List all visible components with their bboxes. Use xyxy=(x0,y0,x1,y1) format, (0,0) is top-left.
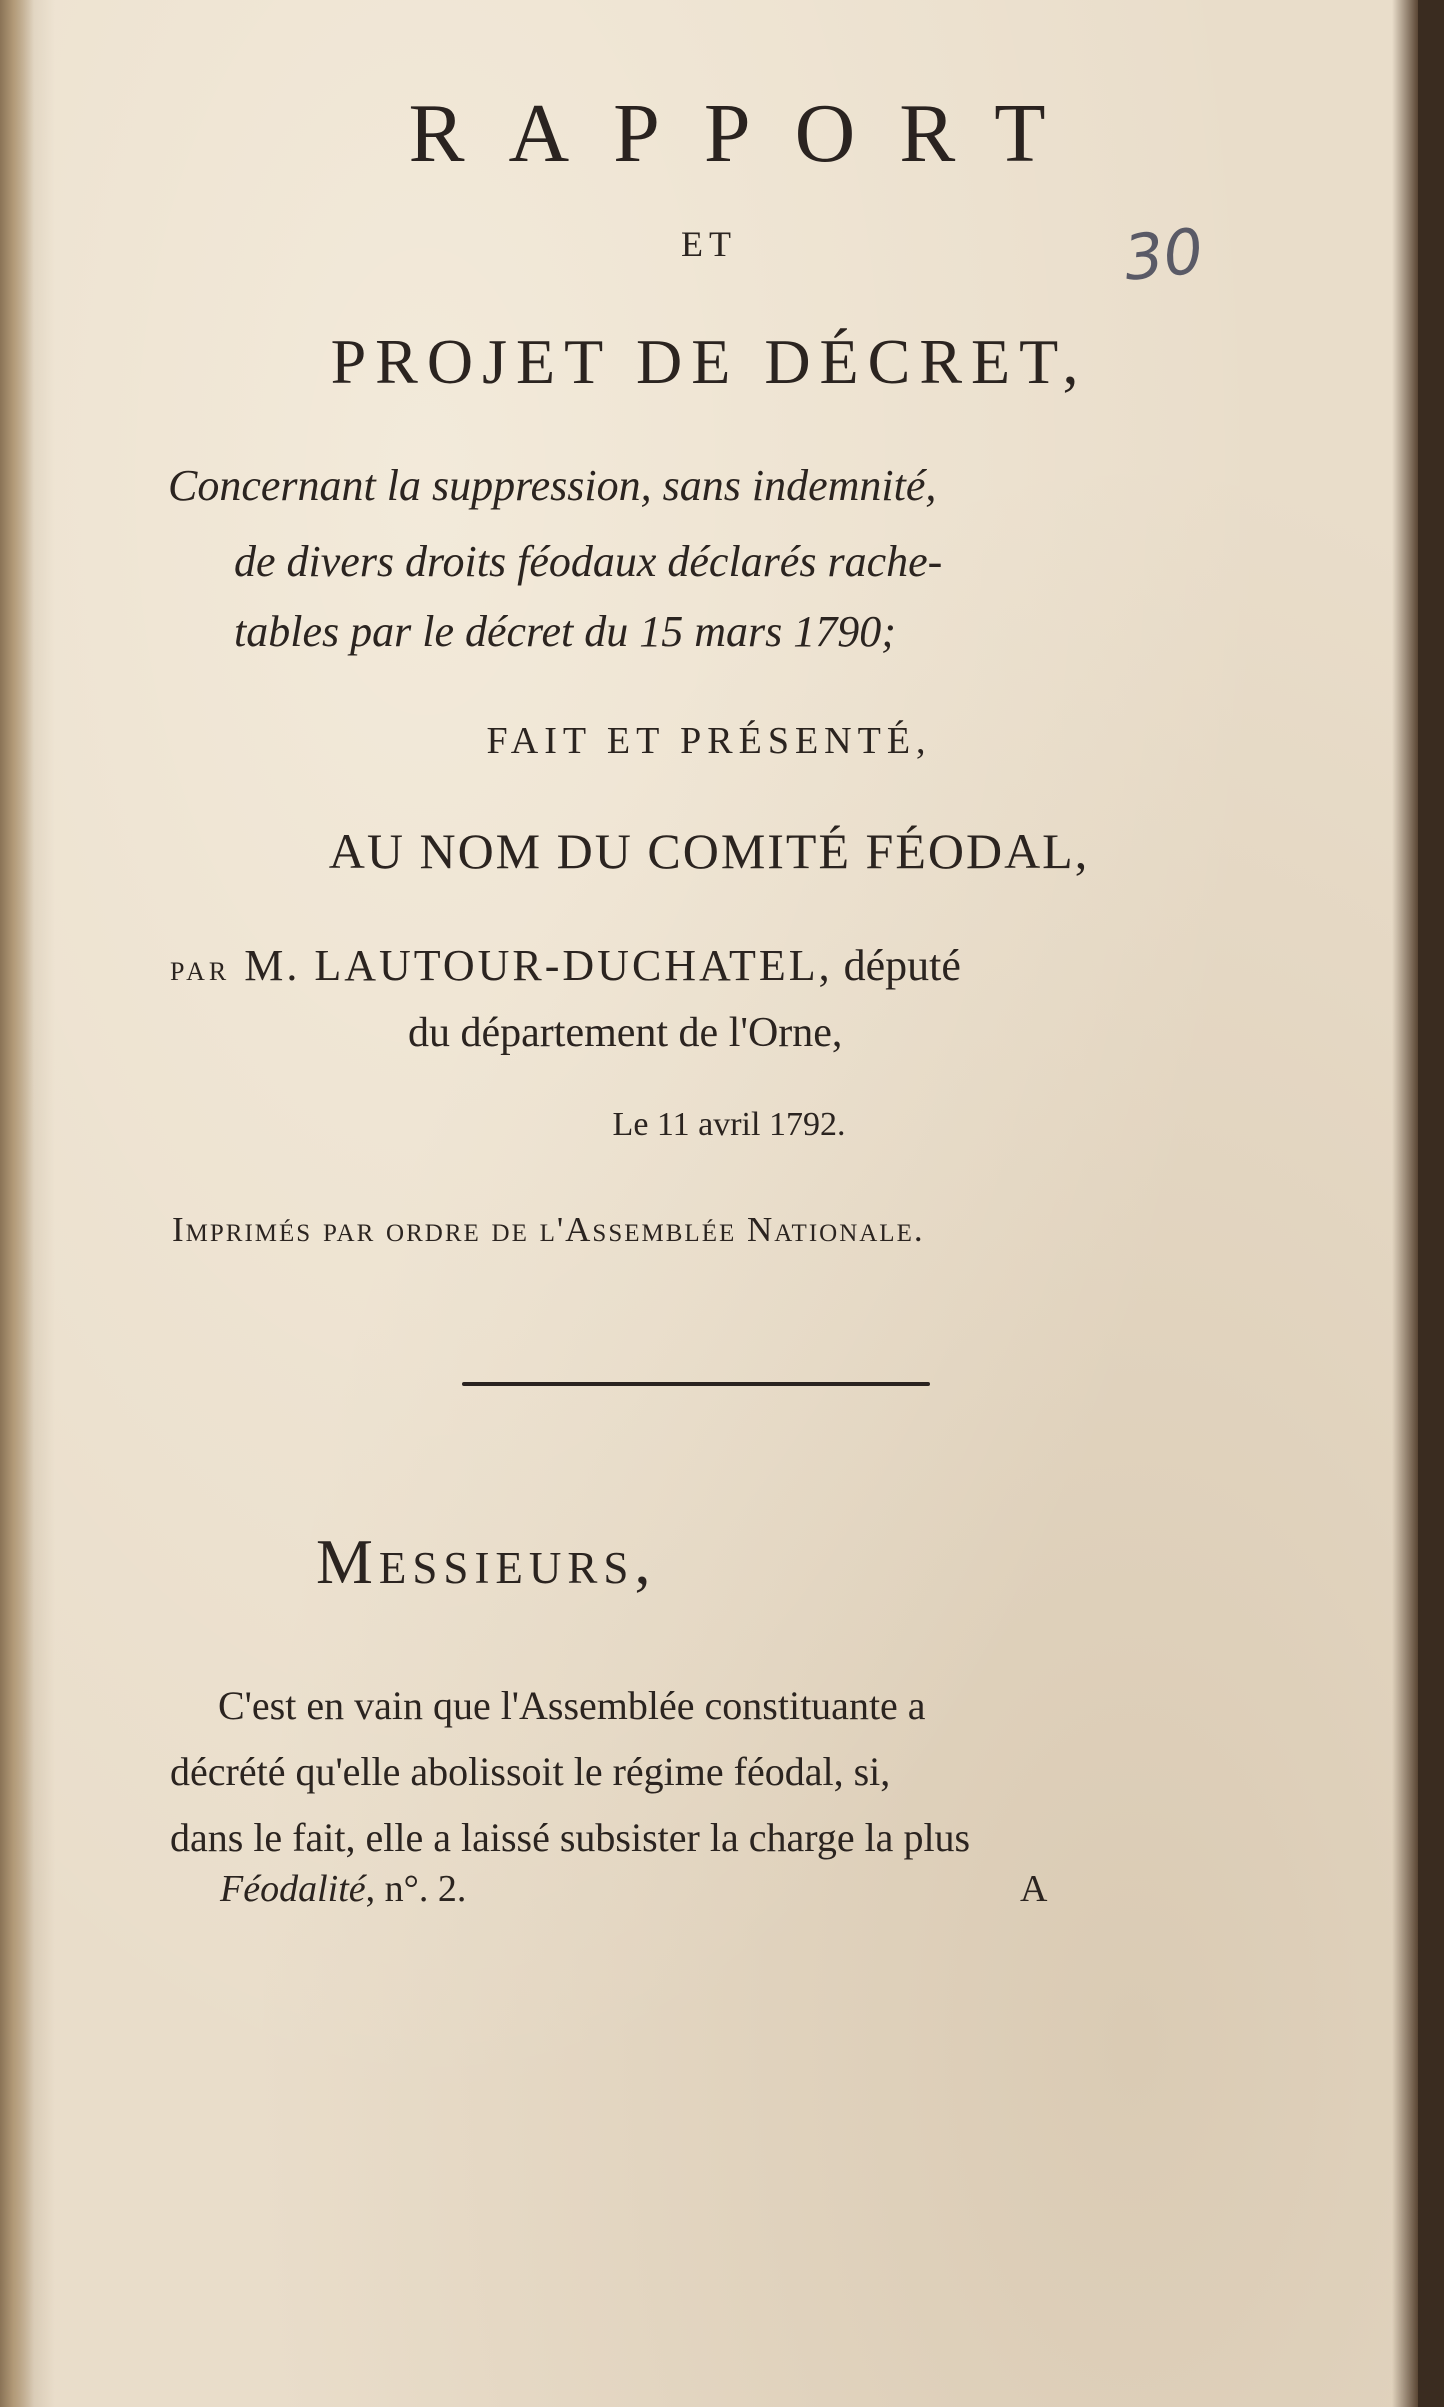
document-subtitle: PROJET DE DÉCRET, xyxy=(330,326,1088,397)
printer-signature-mark: A xyxy=(1020,1868,1048,1910)
body-line-1: C'est en vain que l'Assemblée constituante a xyxy=(218,1683,926,1728)
body-line-3: dans le fait, elle a laissé subsister la charge la plus xyxy=(170,1815,971,1860)
salutation: Messieurs, xyxy=(316,1526,657,1597)
handwritten-page-number: 30 xyxy=(1120,214,1207,295)
date-line: Le 11 avril 1792. xyxy=(612,1106,846,1143)
footer-title: Féodalité xyxy=(220,1868,366,1910)
department-line: du département de l'Orne, xyxy=(408,1010,843,1056)
author-name: M. LAUTOUR-DUCHATEL, xyxy=(244,941,833,990)
footer-number: , n°. 2. xyxy=(365,1868,467,1910)
document-title: RAPPORT xyxy=(408,87,1090,180)
presented-line: FAIT ET PRÉSENTÉ, xyxy=(486,720,932,762)
subtitle-line-1: Concernant la suppression, sans indemnité, xyxy=(168,461,937,510)
body-line-2: décrété qu'elle abolissoit le régime féodal, si, xyxy=(170,1749,891,1794)
author-role: député xyxy=(843,941,961,990)
title-conjunction: ET xyxy=(681,224,737,264)
committee-line: AU NOM DU COMITÉ FÉODAL, xyxy=(328,823,1090,879)
divider-rule xyxy=(462,1382,930,1386)
author-line xyxy=(170,941,961,990)
par-label: PAR xyxy=(170,957,231,986)
footer-signature-line xyxy=(220,1870,466,1908)
subtitle-line-2: de divers droits féodaux déclarés rache- xyxy=(234,537,943,586)
printed-by-order-line: Imprimés par ordre de l'Assemblée Nationale. xyxy=(172,1210,925,1249)
subtitle-line-3: tables par le décret du 15 mars 1790; xyxy=(234,607,896,656)
